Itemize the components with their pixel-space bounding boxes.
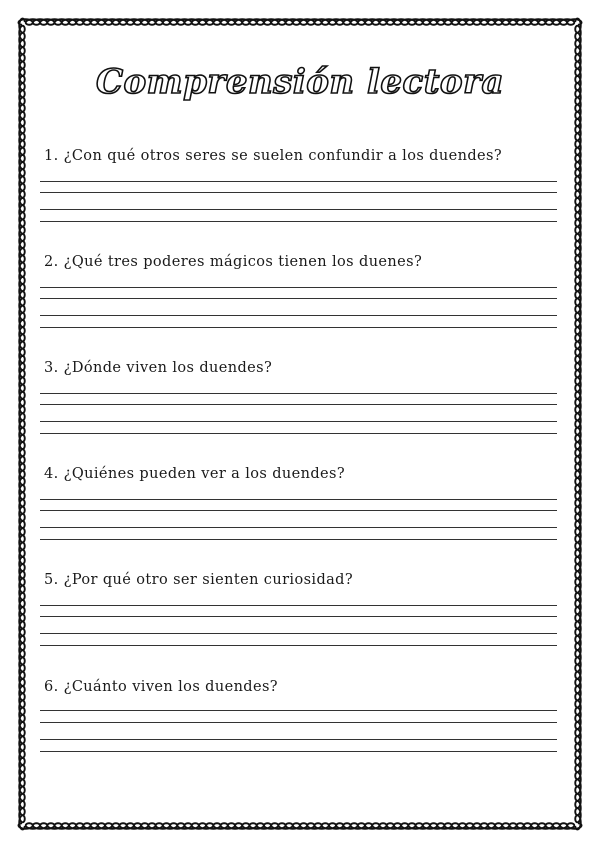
answer-line[interactable] bbox=[40, 315, 557, 316]
answer-line[interactable] bbox=[40, 710, 557, 711]
page-title: Comprensión lectora bbox=[95, 62, 505, 102]
answer-line[interactable] bbox=[40, 192, 557, 193]
answer-line[interactable] bbox=[40, 539, 557, 540]
answer-line[interactable] bbox=[40, 751, 557, 752]
answer-line[interactable] bbox=[40, 605, 557, 606]
answer-line[interactable] bbox=[40, 499, 557, 500]
border-loop-side-3 bbox=[18, 823, 581, 829]
answer-line[interactable] bbox=[40, 181, 557, 182]
answer-line[interactable] bbox=[40, 527, 557, 528]
answer-line[interactable] bbox=[40, 510, 557, 511]
answer-line[interactable] bbox=[40, 404, 557, 405]
border-loop-side-1 bbox=[18, 19, 581, 25]
answer-line[interactable] bbox=[40, 221, 557, 222]
question-text-6: 6. ¿Cuánto viven los duendes? bbox=[44, 679, 278, 695]
question-text-2: 2. ¿Qué tres poderes mágicos tienen los duenes? bbox=[44, 254, 423, 270]
answer-line[interactable] bbox=[40, 633, 557, 634]
question-text-4: 4. ¿Quiénes pueden ver a los duendes? bbox=[44, 466, 346, 482]
answer-line[interactable] bbox=[40, 722, 557, 723]
answer-line[interactable] bbox=[40, 421, 557, 422]
border-loop-side-4 bbox=[19, 19, 25, 830]
answer-line[interactable] bbox=[40, 645, 557, 646]
answer-line[interactable] bbox=[40, 327, 557, 328]
question-text-5: 5. ¿Por qué otro ser sienten curiosidad? bbox=[44, 572, 354, 588]
answer-line[interactable] bbox=[40, 209, 557, 210]
answer-line[interactable] bbox=[40, 616, 557, 617]
answer-line[interactable] bbox=[40, 393, 557, 394]
answer-line[interactable] bbox=[40, 433, 557, 434]
answer-line[interactable] bbox=[40, 298, 557, 299]
answer-line[interactable] bbox=[40, 739, 557, 740]
question-text-3: 3. ¿Dónde viven los duendes? bbox=[44, 360, 273, 376]
question-text-1: 1. ¿Con qué otros seres se suelen confundir a los duendes? bbox=[44, 148, 502, 164]
border-loop-side-2 bbox=[575, 19, 581, 830]
answer-line[interactable] bbox=[40, 287, 557, 288]
